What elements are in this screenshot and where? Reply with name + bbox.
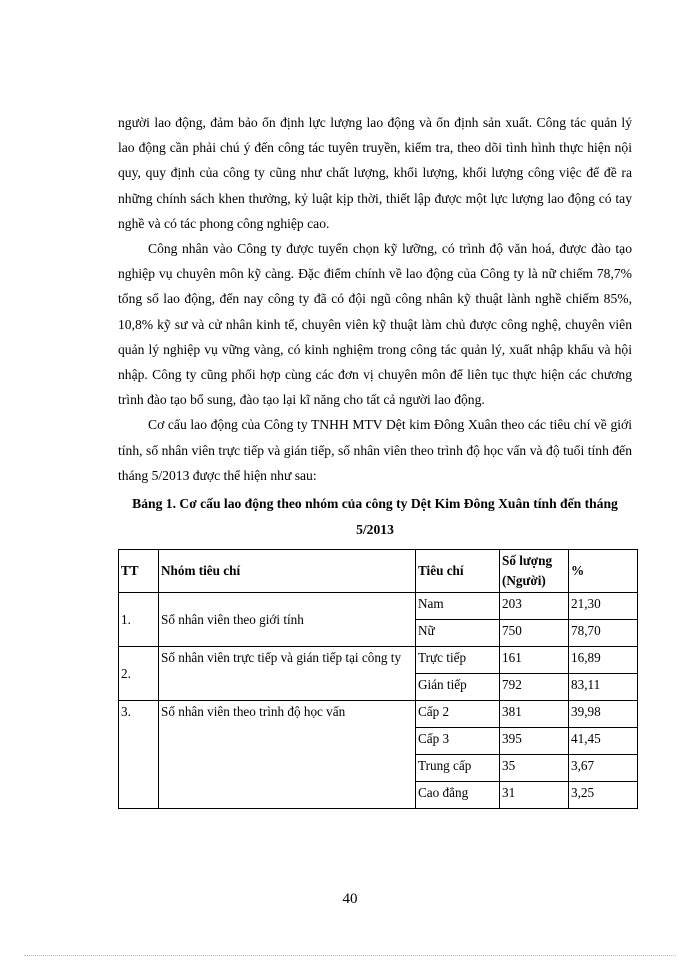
- criterion-cell: Nam: [416, 593, 500, 620]
- count-cell: 792: [500, 674, 569, 701]
- criterion-cell: Gián tiếp: [416, 674, 500, 701]
- criterion-cell: Trung cấp: [416, 755, 500, 782]
- percent-cell: 3,25: [569, 782, 638, 809]
- header-group: Nhóm tiêu chí: [159, 550, 416, 593]
- percent-cell: 16,89: [569, 647, 638, 674]
- criterion-cell: Cao đẳng: [416, 782, 500, 809]
- count-cell: 203: [500, 593, 569, 620]
- criterion-cell: Nữ: [416, 620, 500, 647]
- table-row: [119, 647, 638, 674]
- criterion-cell: Cấp 2: [416, 701, 500, 728]
- page-number: 40: [342, 891, 358, 907]
- page-content: [118, 110, 632, 809]
- table-header-row: [119, 550, 638, 593]
- header-tt: TT: [119, 550, 159, 593]
- group-number: 3.: [119, 701, 159, 809]
- paragraph-1: người lao động, đảm bảo ổn định lực lượng lao động và ổn định sản xuất. Công tác quản lý lao động cần phải chú ý đến công tác tuyên truyền, kiểm tra, theo dõi tình hình thực hiện nội quy, quy định của công ty cũng như chất lượng, khối lượng, khối lượng công việc để đề ra những chính sách khen thưởng, kỷ luật kịp thời, thiết lập được một lực lượng lao động có tay nghề và có tác phong công nghiệp cao.: [118, 115, 632, 231]
- header-count: Số lượng (Người): [500, 550, 569, 593]
- percent-cell: 21,30: [569, 593, 638, 620]
- group-name: Số nhân viên theo trình độ học vấn: [159, 701, 416, 809]
- count-cell: 395: [500, 728, 569, 755]
- percent-cell: 78,70: [569, 620, 638, 647]
- header-percent: %: [569, 550, 638, 593]
- count-cell: 750: [500, 620, 569, 647]
- percent-cell: 83,11: [569, 674, 638, 701]
- group-name: Số nhân viên theo giới tính: [159, 593, 416, 647]
- criterion-cell: Trực tiếp: [416, 647, 500, 674]
- percent-cell: 39,98: [569, 701, 638, 728]
- table-caption: Bảng 1. Cơ cấu lao động theo nhóm của công ty Dệt Kim Đông Xuân tính đến tháng 5/2013: [132, 496, 618, 538]
- labor-structure-table: [118, 549, 638, 809]
- page-bottom-divider: [24, 955, 676, 956]
- criterion-cell: Cấp 3: [416, 728, 500, 755]
- count-cell: 31: [500, 782, 569, 809]
- percent-cell: 41,45: [569, 728, 638, 755]
- count-cell: 35: [500, 755, 569, 782]
- count-cell: 381: [500, 701, 569, 728]
- group-name: Số nhân viên trực tiếp và gián tiếp tại công ty: [159, 647, 416, 701]
- percent-cell: 3,67: [569, 755, 638, 782]
- paragraph-2: Công nhân vào Công ty được tuyển chọn kỹ lưỡng, có trình độ văn hoá, được đào tạo nghiệp vụ chuyên môn kỹ càng. Đặc điểm chính về lao động của Công ty là nữ chiếm 78,7% tổng số lao động, đến nay công ty đã có đội ngũ công nhân kỹ thuật lành nghề chiếm 85%, 10,8% kỹ sư và cử nhân kinh tế, chuyên viên kỹ thuật làm chủ được công nghệ, chuyên viên quản lý nghiệp vụ vững vàng, có kinh nghiệm trong công tác quản lý, xuất nhập khẩu và hội nhập. Công ty cũng phối hợp cùng các đơn vị chuyên môn để liên tục thực hiện các chương trình đào tạo bổ sung, đào tạo lại kĩ năng cho tất cả người lao động.: [118, 241, 632, 408]
- group-number: 2.: [119, 647, 159, 701]
- table-row: [119, 701, 638, 728]
- paragraph-3: Cơ cấu lao động của Công ty TNHH MTV Dệt kim Đông Xuân theo các tiêu chí về giới tính, số nhân viên trực tiếp và gián tiếp, số nhân viên theo trình độ học vấn và độ tuổi tính đến tháng 5/2013 được thể hiện như sau:: [118, 417, 632, 483]
- header-criterion: Tiêu chí: [416, 550, 500, 593]
- table-row: [119, 593, 638, 620]
- group-number: 1.: [119, 593, 159, 647]
- count-cell: 161: [500, 647, 569, 674]
